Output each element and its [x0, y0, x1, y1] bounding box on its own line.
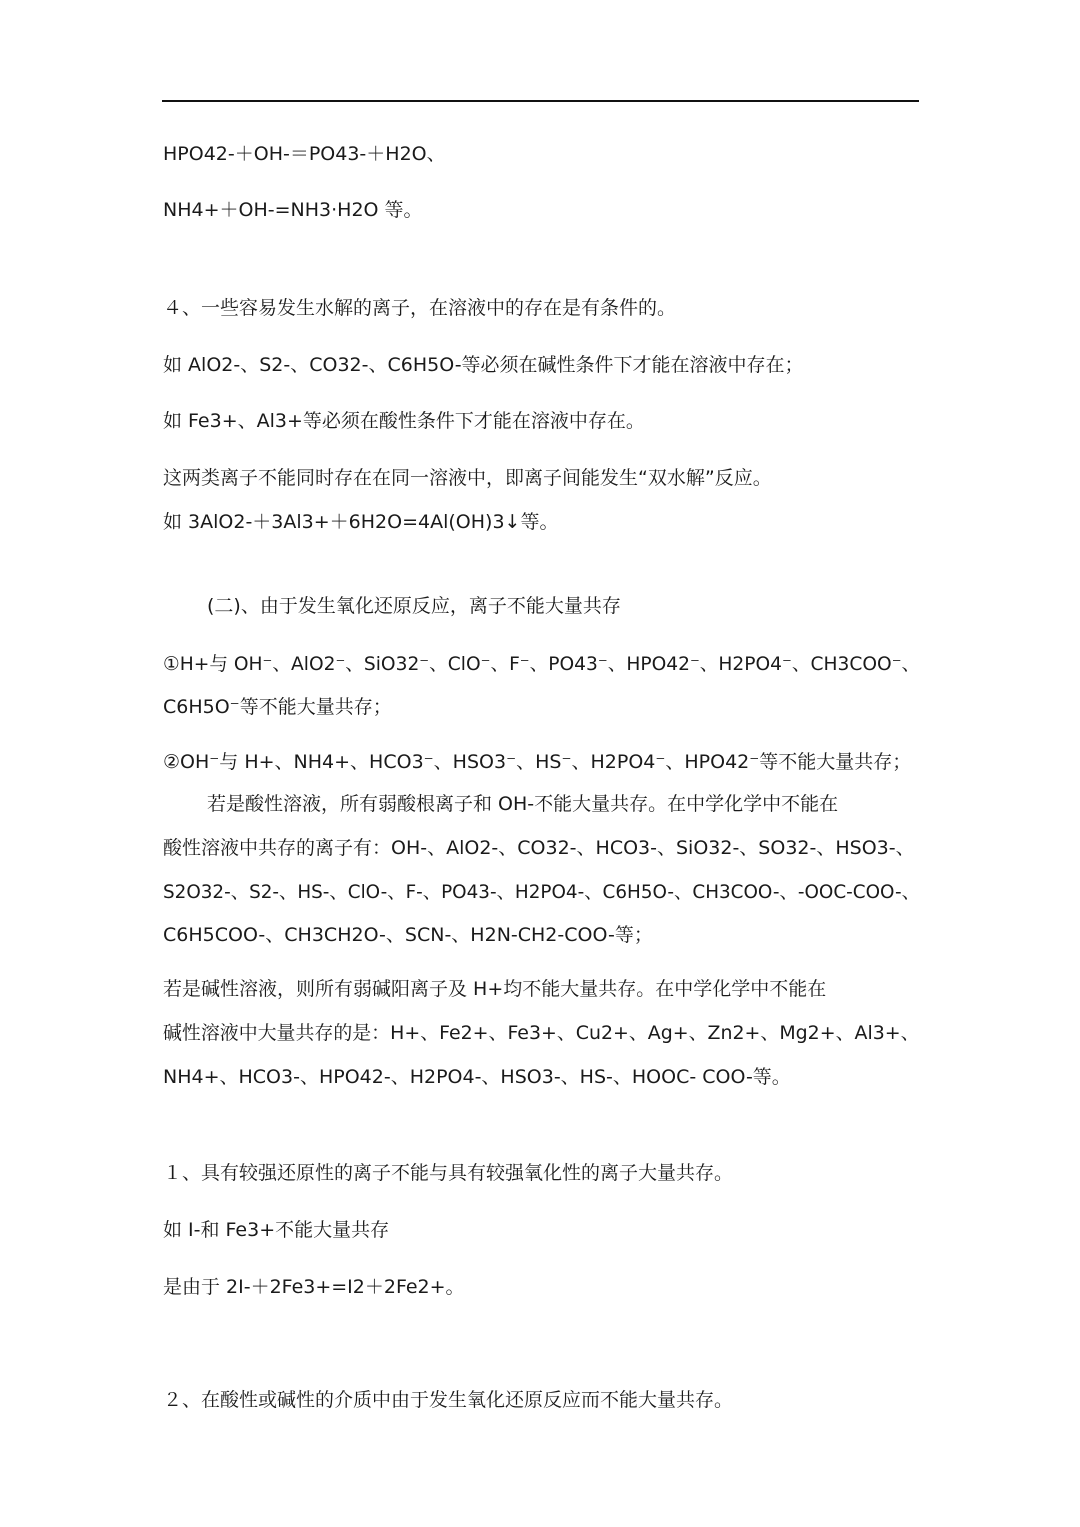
text-line: HPO42-＋OH-＝PO43-＋H2O、	[163, 143, 446, 165]
text-line: ②OH⁻与 H+、NH4+、HCO3⁻、HSO3⁻、HS⁻、H2PO4⁻、HPO42⁻等不能大量共存；	[163, 751, 912, 773]
header-rule	[162, 100, 919, 102]
text-line: NH4+、HCO3-、HPO42-、H2PO4-、HSO3-、HS-、HOOC- COO-等。	[163, 1066, 791, 1088]
text-line: 若是碱性溶液，则所有弱碱阳离子及 H+均不能大量共存。在中学化学中不能在	[163, 978, 827, 1000]
text-line: 这两类离子不能同时存在在同一溶液中，即离子间能发生“双水解”反应。	[163, 467, 772, 489]
text-line: 如 I-和 Fe3+不能大量共存	[163, 1219, 390, 1241]
text-line: 若是酸性溶液，所有弱酸根离子和 OH-不能大量共存。在中学化学中不能在	[207, 793, 839, 815]
text-line: 是由于 2I-＋2Fe3+=I2＋2Fe2+。	[163, 1276, 465, 1298]
text-line: S2O32-、S2-、HS-、ClO-、F-、PO43-、H2PO4-、C6H5O-、CH3COO-、-OOC-COO-、	[163, 881, 920, 903]
text-line: ①H+与 OH⁻、AlO2⁻、SiO32⁻、ClO⁻、F⁻、PO43⁻、HPO42⁻、H2PO4⁻、CH3COO⁻、	[163, 653, 921, 675]
text-line: １、具有较强还原性的离子不能与具有较强氧化性的离子大量共存。	[163, 1162, 734, 1184]
text-line: C6H5O⁻等不能大量共存；	[163, 696, 392, 718]
text-line: 如 AlO2-、S2-、CO32-、C6H5O-等必须在碱性条件下才能在溶液中存在；	[163, 354, 804, 376]
text-line: NH4+＋OH-=NH3·H2O 等。	[163, 199, 423, 221]
text-line: ４、一些容易发生水解的离子，在溶液中的存在是有条件的。	[163, 297, 677, 319]
text-line: 碱性溶液中大量共存的是：H+、Fe2+、Fe3+、Cu2+、Ag+、Zn2+、Mg2+、Al3+、	[163, 1022, 920, 1044]
text-line: 酸性溶液中共存的离子有：OH-、AlO2-、CO32-、HCO3-、SiO32-、SO32-、HSO3-、	[163, 837, 915, 859]
text-line: ２、在酸性或碱性的介质中由于发生氧化还原反应而不能大量共存。	[163, 1389, 734, 1411]
text-line: 如 3AlO2-＋3Al3+＋6H2O=4Al(OH)3↓等。	[163, 511, 559, 533]
text-line: 如 Fe3+、Al3+等必须在酸性条件下才能在溶液中存在。	[163, 410, 645, 432]
text-line: C6H5COO-、CH3CH2O-、SCN-、H2N-CH2-COO-等；	[163, 924, 653, 946]
section-heading: (二)、由于发生氧化还原反应，离子不能大量共存	[207, 595, 621, 617]
